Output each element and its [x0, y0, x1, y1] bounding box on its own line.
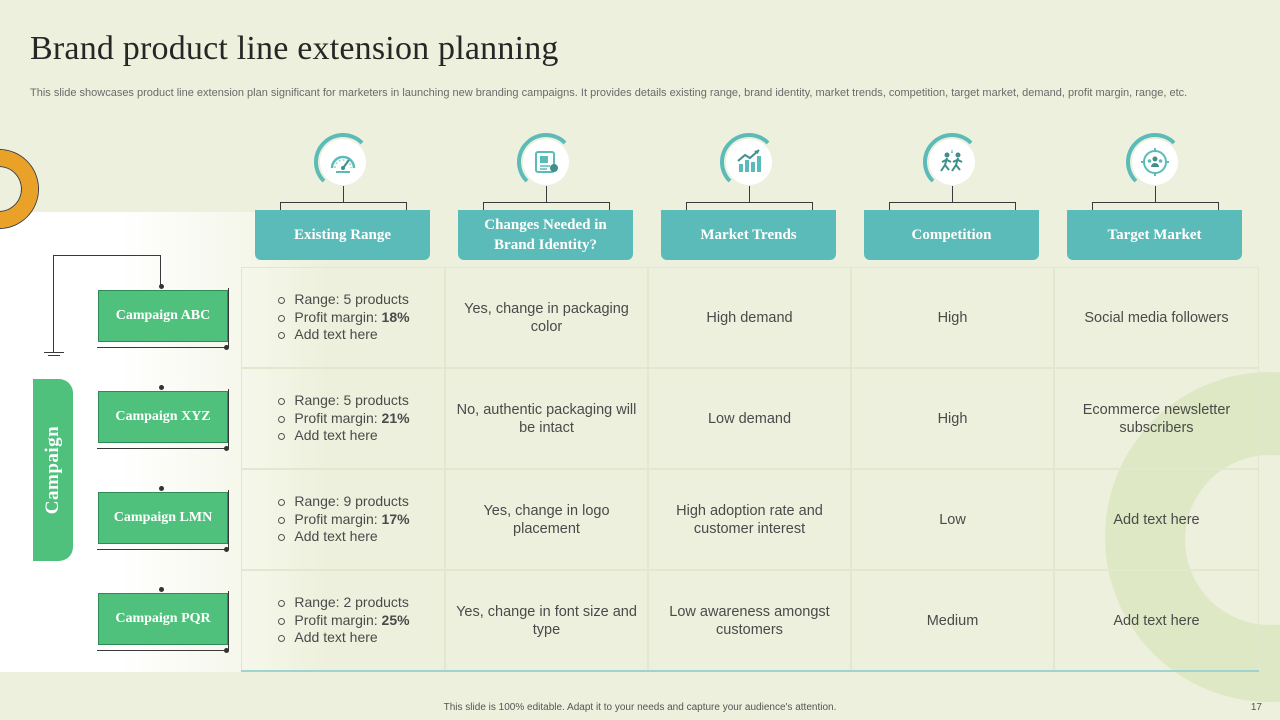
- table-cell-range: [241, 267, 445, 368]
- tree-connector: [53, 255, 161, 256]
- table-cell-identity: Yes, change in font size and type: [445, 570, 648, 671]
- tree-connector: [44, 352, 64, 353]
- table-cell-trends: High demand: [648, 267, 851, 368]
- tree-connector: [48, 355, 60, 356]
- table-cell-competition: Low: [851, 469, 1054, 570]
- table-cell-identity: Yes, change in logo placement: [445, 469, 648, 570]
- row-label-campaign-pqr: Campaign PQR: [98, 593, 228, 645]
- target-people-icon: [1126, 133, 1184, 191]
- slide-subtitle: This slide showcases product line extension plan significant for marketers in launching new branding campaigns. It provides details existing range, brand identity, market trends, competition, target market, demand, profit margin, range, etc.: [30, 87, 1188, 99]
- id-card-icon: [517, 133, 575, 191]
- table-cell-trends: Low demand: [648, 368, 851, 469]
- page-number: 17: [1250, 702, 1262, 713]
- range-line: Range: 9 products: [276, 493, 409, 511]
- connector-dot: [159, 284, 164, 289]
- bar-chart-trend-icon: [720, 133, 778, 191]
- table-cell-competition: High: [851, 368, 1054, 469]
- slide-footer: This slide is 100% editable. Adapt it to your needs and capture your audience's attention.: [443, 702, 837, 713]
- table-cell-competition: Medium: [851, 570, 1054, 671]
- table-cell-range: [241, 368, 445, 469]
- margin-line: Profit margin: 21%: [276, 410, 409, 428]
- placeholder-line: Add text here: [276, 427, 409, 445]
- row-label-campaign-xyz: Campaign XYZ: [98, 391, 228, 443]
- placeholder-line: Add text here: [276, 629, 409, 647]
- campaign-table: [241, 267, 1259, 671]
- connector-dot: [159, 486, 164, 491]
- connector-dot: [159, 385, 164, 390]
- row-label-campaign-abc: Campaign ABC: [98, 290, 228, 342]
- campaign-side-label: Campaign: [42, 425, 63, 515]
- gauge-icon: [314, 133, 372, 191]
- table-cell-competition: High: [851, 267, 1054, 368]
- column-header-market-trends: Market Trends: [661, 210, 836, 260]
- table-cell-trends: Low awareness amongst customers: [648, 570, 851, 671]
- column-header-existing-range: Existing Range: [255, 210, 430, 260]
- column-header-brand-identity: Changes Needed in Brand Identity?: [458, 210, 633, 260]
- table-cell-range: [241, 570, 445, 671]
- connector-dot: [224, 345, 229, 350]
- margin-line: Profit margin: 18%: [276, 309, 409, 327]
- margin-line: Profit margin: 25%: [276, 612, 409, 630]
- table-cell-identity: Yes, change in packaging color: [445, 267, 648, 368]
- placeholder-line: Add text here: [276, 326, 409, 344]
- slide-title: Brand product line extension planning: [30, 30, 559, 67]
- connector-dot: [159, 587, 164, 592]
- connector-dot: [224, 446, 229, 451]
- competition-runners-icon: [923, 133, 981, 191]
- range-line: Range: 2 products: [276, 594, 409, 612]
- margin-line: Profit margin: 17%: [276, 511, 409, 529]
- tree-connector: [53, 255, 54, 352]
- table-cell-target: Ecommerce newsletter subscribers: [1054, 368, 1259, 469]
- placeholder-line: Add text here: [276, 528, 409, 546]
- table-cell-target: Add text here: [1054, 570, 1259, 671]
- table-cell-trends: High adoption rate and customer interest: [648, 469, 851, 570]
- connector-dot: [224, 648, 229, 653]
- connector-dot: [224, 547, 229, 552]
- table-cell-range: [241, 469, 445, 570]
- table-bottom-rule: [241, 670, 1259, 672]
- table-cell-identity: No, authentic packaging will be intact: [445, 368, 648, 469]
- range-line: Range: 5 products: [276, 291, 409, 309]
- row-label-campaign-lmn: Campaign LMN: [98, 492, 228, 544]
- range-line: Range: 5 products: [276, 392, 409, 410]
- table-cell-target: Social media followers: [1054, 267, 1259, 368]
- column-header-competition: Competition: [864, 210, 1039, 260]
- column-header-target-market: Target Market: [1067, 210, 1242, 260]
- tree-connector: [160, 255, 161, 285]
- table-cell-target: Add text here: [1054, 469, 1259, 570]
